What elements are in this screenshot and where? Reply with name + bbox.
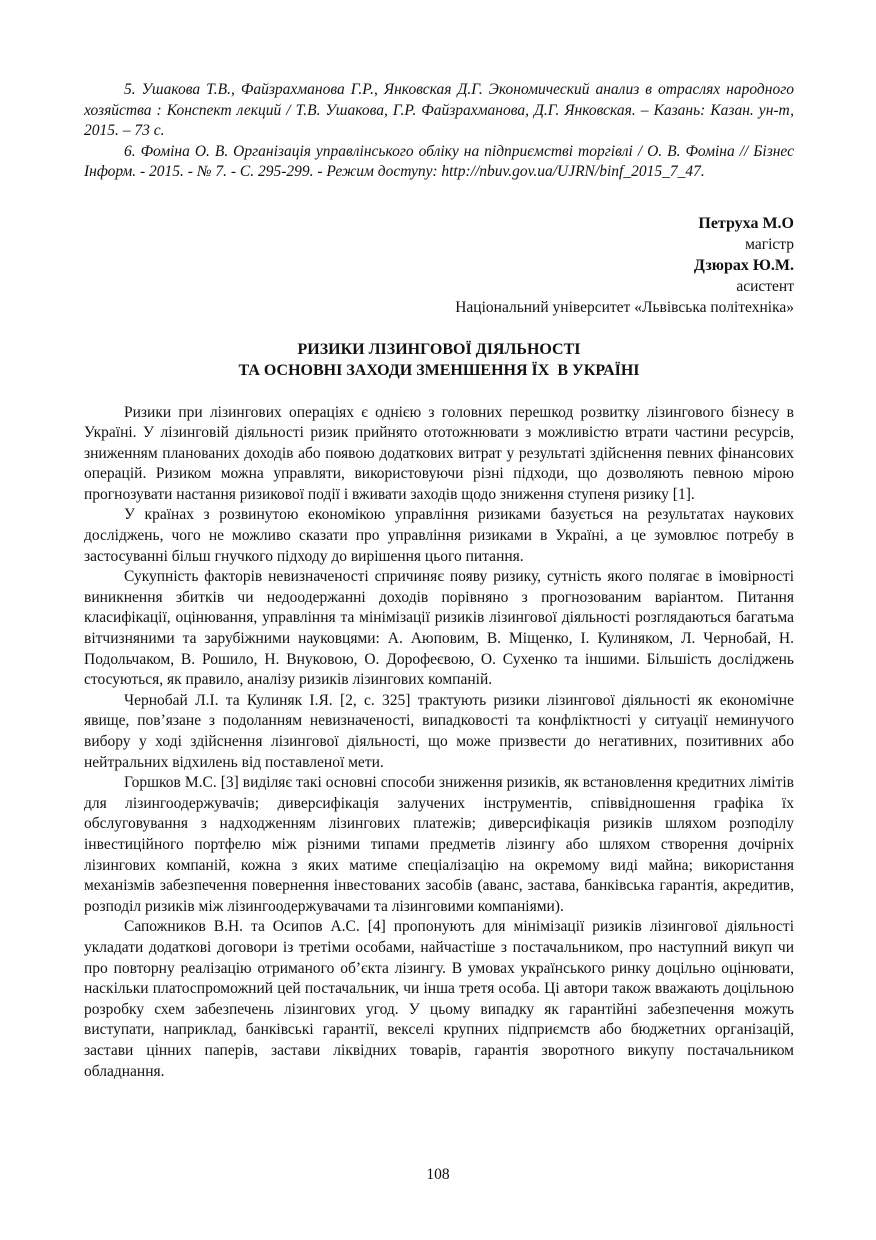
title-line: ТА ОСНОВНІ ЗАХОДИ ЗМЕНШЕННЯ ЇХ В УКРАЇНІ (238, 361, 640, 379)
paragraph: Сукупність факторів невизначеності спричиняє появу ризику, сутність якого полягає в імовірності виникнення збитків чи недоодержанні доходів порівняно з прогнозованим варіантом. Питання класифікації, оцінювання, управління та мінімізації ризиків лізингової діяльності розглядаються багатьма вітчизняними та зарубіжними науковцями: А. Аюповим, В. Міщенко, І. Кулиняком, Л. Чернобай, Н. Подольчаком, В. Рошило, Н. Внуковою, О. Дорофеєвою, О. Сухенко та іншими. Більшість досліджень стосуються, як правило, аналізу ризиків лізингових компаній. (84, 568, 794, 689)
paragraph: Горшков М.С. [3] виділяє такі основні способи зниження ризиків, як встановлення кредитних лімітів для лізингоодержувачів; диверсифікація залучених інструментів, співвідношення графіка їх обслуговування з надходженням лізингових платежів; диверсифікація ризиків шляхом розподілу інвестиційного портфелю між різними типами предметів лізингу або шляхом створення дочірніх лізингових компаній, кожна з яких матиме спеціалізацію на окремому виді майна; використання механізмів забезпечення повернення інвестованих засобів (аванс, застава, банківська гарантія, акредитив, розподіл ризиків між лізингоодержувачами та лізинговими компаніями). (84, 774, 794, 915)
article-body (84, 403, 794, 1083)
article-title (84, 339, 794, 381)
paragraph: Ризики при лізингових операціях є однією з головних перешкод розвитку лізингового бізнесу в Україні. У лізинговій діяльності ризик прийнято ототожнювати з можливістю втрати частини ресурсів, зниженням планованих доходів або появою додаткових витрат у результаті здійснення певних фінансових операцій. Ризиком можна управляти, використовуючи різні підходи, що дозволяють певною мірою прогнозувати настання ризикової події і вживати заходів щодо зниження ступеня ризику [1]. (84, 403, 794, 503)
paragraph: У країнах з розвинутою економікою управління ризиками базується на результатах наукових досліджень, чого не можливо сказати про управління ризиками в Україні, а це зумовлює потребу в застосуванні більш гнучкого підходу до вирішення цього питання. (84, 506, 794, 565)
author-role: асистент (736, 277, 794, 295)
page-content (84, 80, 794, 1082)
author-name: Дзюрах Ю.М. (693, 256, 794, 274)
author-block (84, 213, 794, 318)
affiliation: Національний університет «Львівська політехніка» (455, 298, 794, 316)
paragraph: Сапожников В.Н. та Осипов А.С. [4] пропонують для мінімізації ризиків лізингової діяльності укладати додаткові договори із третіми особами, найчастіше з постачальником, про наступний викуп чи про повторну реалізацію отриманого об’єкта лізингу. В умовах українського ринку доцільно оцінювати, наскільки платоспроможний цей постачальник, чи інша третя особа. Ці автори також вважають доцільною розробку схем забезпечень лізингових угод. У цьому випадку як гарантійні забезпечення можуть виступати, наприклад, банківські гарантії, векселі крупних підприємств або бюджетних організацій, застави цінних паперів, застави ліквідних товарів, гарантія зворотного викупу постачальником обладнання. (84, 918, 794, 1080)
page-number: 108 (426, 1166, 450, 1183)
paragraph: Чернобай Л.І. та Кулиняк І.Я. [2, с. 325] трактують ризики лізингової діяльності як економічне явище, пов’язане з подоланням невизначеності, випадковості та конфліктності у ситуації неминучого вибору у ході здійснення лізингової діяльності, що може призвести до негативних, позитивних або нейтральних відхилень від поставленої мети. (84, 691, 794, 771)
author-role: магістр (745, 235, 794, 253)
title-line: РИЗИКИ ЛІЗИНГОВОЇ ДІЯЛЬНОСТІ (297, 340, 581, 358)
reference-item: 6. Фоміна О. В. Організація управлінського обліку на підприємстві торгівлі / О. В. Фоміна // Бізнес Інформ. - 2015. - № 7. - С. 295-299. - Режим доступу: http://nbuv.gov.ua/UJRN/binf_2015_7_47. (84, 142, 794, 180)
reference-item: 5. Ушакова Т.В., Файзрахманова Г.Р., Янковская Д.Г. Экономический анализ в отраслях народного хозяйства : Конспект лекций / Т.В. Ушакова, Г.Р. Файзрахманова, Д.Г. Янковская. – Казань: Казан. ун-т, 2015. – 73 с. (84, 81, 794, 139)
references-list (84, 80, 794, 183)
author-name: Петруха М.О (698, 214, 794, 232)
